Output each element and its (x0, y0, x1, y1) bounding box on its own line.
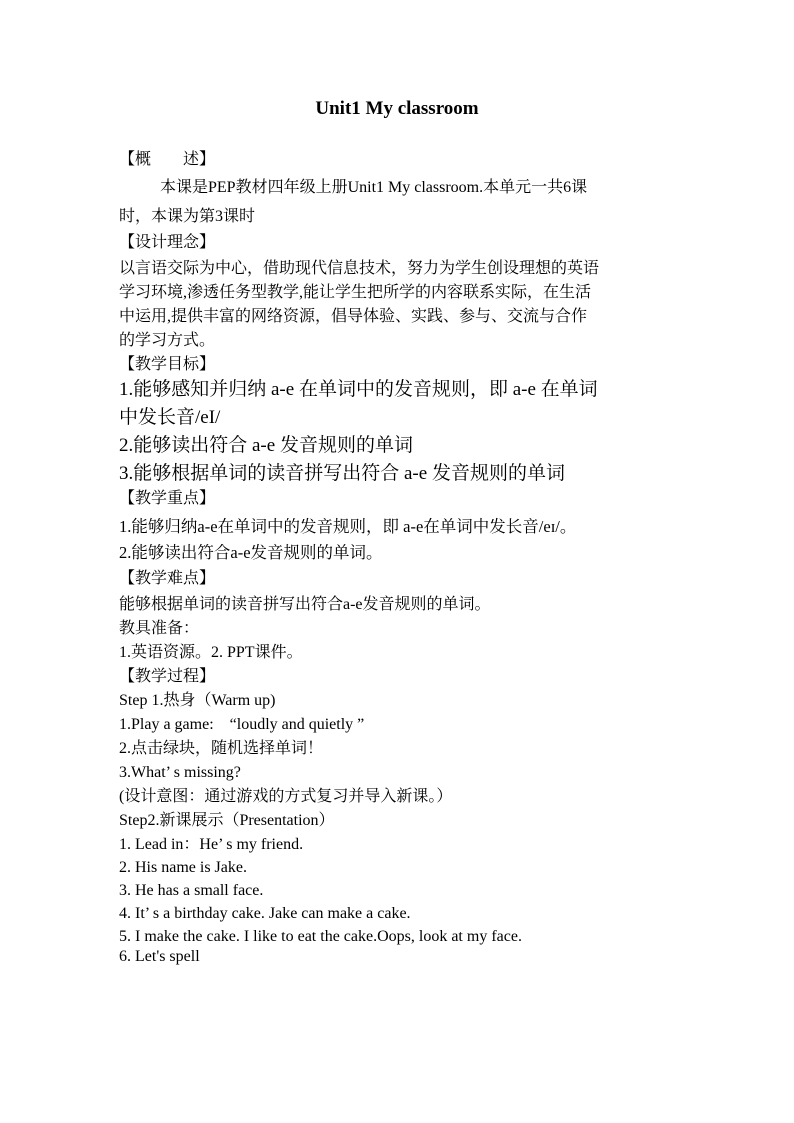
heading-objectives: 【教学目标】 (119, 356, 216, 373)
heading-difficulties: 【教学难点】 (119, 570, 216, 587)
design-text-1: 以言语交际为中心，借助现代信息技术，努力为学生创设理想的英语 (119, 260, 600, 277)
difficulty-1: 能够根据单词的读音拼写出符合a-e发音规则的单词。 (119, 596, 491, 613)
step1-title: Step 1.热身（Warm up) (119, 692, 276, 709)
step2-item-6: 6. Let's spell (119, 948, 200, 965)
heading-design-concept: 【设计理念】 (119, 234, 216, 251)
design-text-2: 学习环境,渗透任务型教学,能让学生把所学的内容联系实际，在生活 (119, 284, 592, 301)
objective-1b: 中发长音/eI/ (119, 407, 221, 428)
step1-item-2: 2.点击绿块，随机选择单词！ (119, 740, 324, 757)
objective-2: 2.能够读出符合 a-e 发音规则的单词 (119, 435, 413, 456)
step2-item-5: 5. I make the cake. I like to eat the cake.Oops, look at my face. (119, 928, 522, 945)
key-point-2: 2.能够读出符合a-e发音规则的单词。 (119, 543, 383, 562)
step2-item-4: 4. It’ s a birthday cake. Jake can make a cake. (119, 905, 411, 922)
heading-teaching-aids: 教具准备： (119, 620, 200, 637)
heading-key-points: 【教学重点】 (119, 490, 216, 507)
step2-item-1: 1. Lead in：He’ s my friend. (119, 836, 304, 853)
step2-title: Step2.新课展示（Presentation） (119, 812, 335, 829)
heading-process: 【教学过程】 (119, 668, 216, 685)
overview-text-2: 时，本课为第3课时 (119, 208, 256, 225)
design-text-3: 中运用,提供丰富的网络资源，倡导体验、实践、参与、交流与合作 (119, 308, 588, 325)
design-text-4: 的学习方式。 (119, 332, 216, 349)
overview-text-1: 本课是PEP教材四年级上册Unit1 My classroom.本单元一共6课 (160, 179, 588, 196)
step1-item-1: 1.Play a game: “loudly and quietly ” (119, 716, 365, 733)
heading-overview: 【概 述】 (119, 151, 216, 168)
teaching-aids-text: 1.英语资源。2. PPT课件。 (119, 644, 303, 661)
step1-item-3: 3.What’ s missing? (119, 764, 241, 781)
step2-item-3: 3. He has a small face. (119, 882, 264, 899)
step1-design-intent: (设计意图：通过游戏的方式复习并导入新课。） (119, 788, 453, 805)
objective-1a: 1.能够感知并归纳 a-e 在单词中的发音规则，即 a-e 在单词 (119, 379, 598, 400)
objective-3: 3.能够根据单词的读音拼写出符合 a-e 发音规则的单词 (119, 463, 565, 484)
step2-item-2: 2. His name is Jake. (119, 859, 247, 876)
page-title: Unit1 My classroom (315, 98, 479, 119)
key-point-1: 1.能够归纳a-e在单词中的发音规则，即 a-e在单词中发长音/eɪ/。 (119, 517, 577, 536)
